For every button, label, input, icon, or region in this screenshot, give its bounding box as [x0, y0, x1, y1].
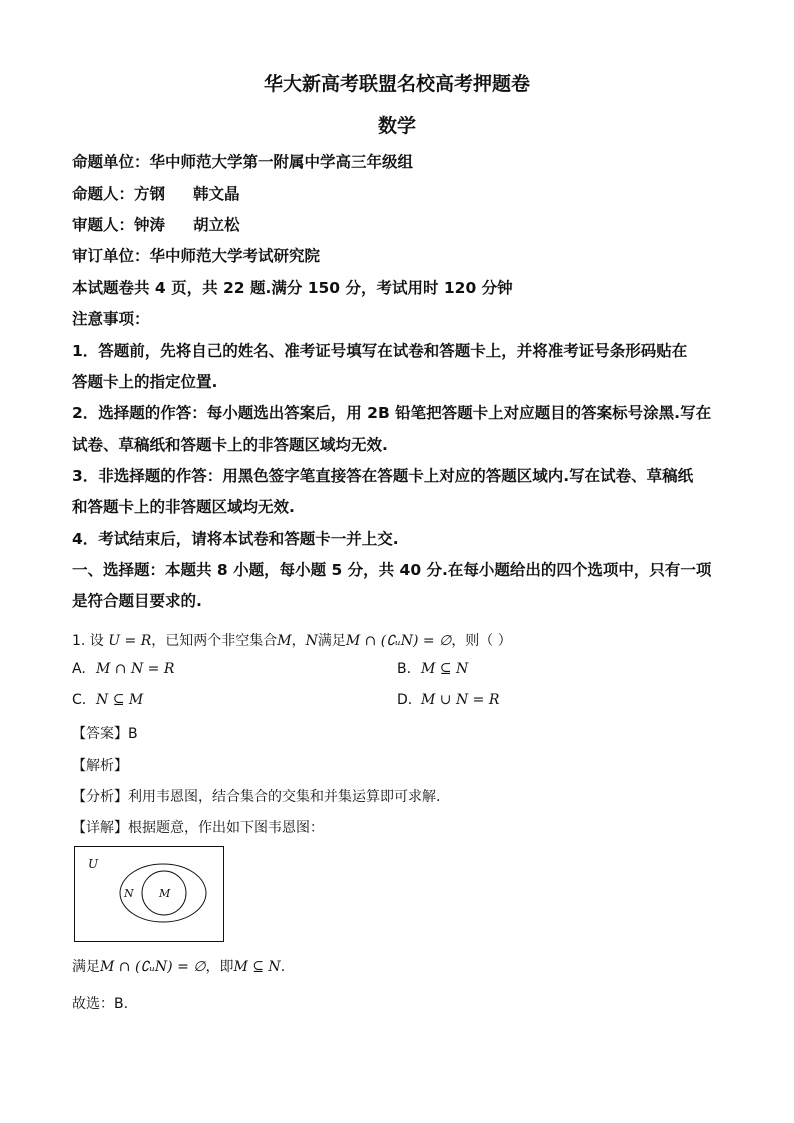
- answer-line: 【答案】B: [72, 726, 138, 742]
- notice-item: 2．选择题的作答：每小题选出答案后，用 2B 铅笔把答题卡上对应题目的答案标号涂黑.写在: [72, 404, 712, 422]
- conclusion-pre: 满足: [72, 959, 100, 975]
- notice-item: 答题卡上的指定位置.: [72, 373, 218, 391]
- option-label: D.: [397, 692, 413, 708]
- reviewer-2: 胡立松: [193, 216, 240, 234]
- author-2: 韩文晶: [193, 185, 240, 203]
- authors-line: [72, 182, 240, 204]
- conclusion-formula: M ∩ (∁ᵤN) = ∅: [100, 959, 206, 975]
- notice-item: 和答题卡上的非答题区域均无效.: [72, 498, 295, 516]
- question-number: 1. 设: [72, 633, 104, 649]
- section-heading-cont: 是符合题目要求的.: [72, 592, 202, 610]
- unit-line: [72, 150, 413, 172]
- analysis-tag: 【解析】: [72, 758, 128, 774]
- reviewer-1: 钟涛: [134, 216, 166, 234]
- conclusion-mid: ，即: [205, 959, 234, 975]
- choose-line: 故选：B.: [72, 996, 129, 1012]
- option-expr: M ∪ N = R: [421, 692, 500, 708]
- venn-label-m: M: [159, 887, 171, 900]
- option-d: [397, 692, 499, 708]
- stem-text: ，已知两个非空集合: [151, 633, 278, 649]
- stem-text: ，则（ ）: [451, 633, 512, 649]
- unit-label: 命题单位：: [72, 153, 150, 171]
- subject-title: 数学: [377, 115, 416, 137]
- revise-line: [72, 244, 320, 266]
- option-label: C.: [72, 692, 87, 708]
- summary-line: 本试题卷共 4 页，共 22 题.满分 150 分，考试用时 120 分钟: [72, 279, 513, 297]
- option-a: [72, 661, 174, 677]
- unit-value: 华中师范大学第一附属中学高三年级组: [149, 153, 414, 171]
- revise-label: 审订单位：: [72, 247, 150, 265]
- revise-unit: 华中师范大学考试研究院: [149, 247, 321, 265]
- reviewers-line: [72, 213, 240, 235]
- option-label: B.: [397, 661, 412, 677]
- notice-item: 1．答题前，先将自己的姓名、准考证号填写在试卷和答题卡上，并将准考证号条形码贴在: [72, 342, 688, 360]
- venn-diagram: [74, 846, 224, 942]
- exam-title: 华大新高考联盟名校高考押题卷: [263, 73, 530, 95]
- notice-item: 试卷、草稿纸和答题卡上的非答题区域均无效.: [72, 436, 388, 454]
- detail-line: 【详解】根据题意，作出如下图韦恩图：: [72, 820, 324, 836]
- conclusion-result: M ⊆ N: [233, 959, 281, 975]
- conclusion-line: [72, 956, 285, 976]
- set-m: M: [277, 633, 292, 649]
- venn-label-u: U: [88, 857, 99, 871]
- authors-label: 命题人：: [72, 185, 135, 203]
- notice-item: 3．非选择题的作答：用黑色签字笔直接答在答题卡上对应的答题区域内.写在试卷、草稿纸: [72, 467, 694, 485]
- conclusion-end: .: [280, 959, 286, 975]
- option-expr: M ∩ N = R: [96, 661, 175, 677]
- author-1: 方钢: [134, 185, 166, 203]
- condition-u: U = R: [108, 633, 152, 649]
- condition-formula: M ∩ (∁ᵤN) = ∅: [345, 633, 452, 649]
- analysis-summary: 【分析】利用韦恩图，结合集合的交集和并集运算即可求解.: [72, 789, 441, 805]
- stem-text: 满足: [317, 633, 346, 649]
- notice-heading: 注意事项：: [72, 310, 150, 328]
- section-heading: 一、选择题：本题共 8 小题，每小题 5 分，共 40 分.在每小题给出的四个选项中，只有一项: [72, 561, 712, 579]
- notice-item: 4．考试结束后，请将本试卷和答题卡一并上交.: [72, 530, 399, 548]
- venn-label-n: N: [124, 887, 134, 900]
- option-expr: M ⊆ N: [421, 661, 469, 677]
- reviewers-label: 审题人：: [72, 216, 135, 234]
- set-n: N: [305, 633, 318, 649]
- option-label: A.: [72, 661, 86, 677]
- option-b: [397, 661, 468, 677]
- stem-sep: ，: [291, 633, 306, 649]
- question-1-stem: [72, 630, 512, 650]
- option-expr: N ⊆ M: [96, 692, 144, 708]
- option-c: [72, 692, 143, 708]
